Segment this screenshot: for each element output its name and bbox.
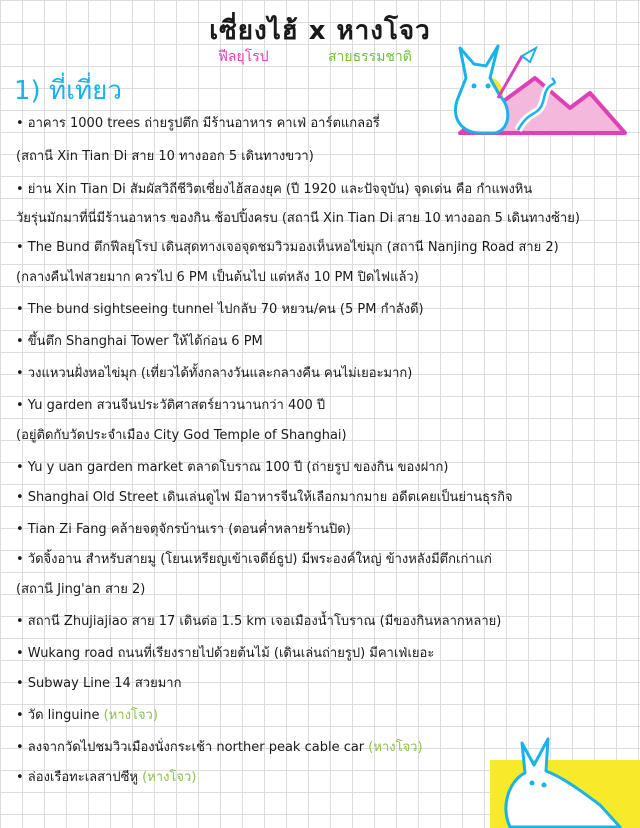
list-item bbox=[16, 330, 263, 351]
list-item-text: • วัด linguine bbox=[16, 708, 104, 723]
list-item-text: วัยรุ่นมักมาที่นี่มีร้านอาหาร ของกิน ช้อปปิ้งครบ (สถานี Xin Tian Di สาย 10 ทางออก 5 เดินทางซ้าย) bbox=[16, 211, 580, 226]
list-item bbox=[16, 548, 492, 569]
list-item bbox=[16, 207, 580, 228]
list-item-text: • ขึ้นตึก Shanghai Tower ให้ได้ก่อน 6 PM bbox=[16, 334, 263, 349]
list-item bbox=[16, 704, 158, 725]
list-item bbox=[16, 362, 412, 383]
list-item bbox=[16, 736, 423, 757]
list-item-text: • Subway Line 14 สวยมาก bbox=[16, 676, 182, 691]
list-item-text: • ลงจากวัดไปชมวิวเมืองนั่งกระเช้า norther peak cable car bbox=[16, 740, 369, 755]
list-item bbox=[16, 672, 181, 693]
list-item bbox=[16, 456, 449, 477]
list-item bbox=[16, 610, 501, 631]
list-item bbox=[16, 266, 419, 287]
list-item bbox=[16, 394, 325, 415]
list-item-text: • สถานี Zhujiajiao สาย 17 เดินต่อ 1.5 km เจอเมืองน้ำโบราณ (มีของกินหลากหลาย) bbox=[16, 614, 502, 629]
subtitle-europe: ฟีลยุโรป bbox=[218, 49, 269, 65]
list-item bbox=[16, 145, 314, 166]
list-item-text: • Yu garden สวนจีนประวัติศาสตร์ยาวนานกว่า 400 ปี bbox=[16, 398, 326, 413]
list-item bbox=[16, 236, 559, 257]
list-item-text: (อยู่ติดกับวัดประจำเมือง City God Temple of Shanghai) bbox=[16, 428, 347, 443]
section-heading: 1) ที่เที่ยว bbox=[14, 76, 122, 106]
rabbit-jumping-illustration bbox=[470, 735, 640, 828]
list-item-text: • Shanghai Old Street เดินเล่นดูไฟ มีอาหารจีนให้เลือกมากมาย อดีตเคยเป็นย่านธุรกิจ bbox=[16, 490, 513, 505]
list-item bbox=[16, 298, 424, 319]
list-item-text: • The Bund ตึกฟีลยุโรป เดินสุดทางเจอจุดชมวิวมองเห็นหอไข่มุก (สถานี Nanjing Road สาย 2) bbox=[16, 240, 559, 255]
list-item bbox=[16, 642, 434, 663]
list-item-text: • วัดจิ้งอาน สำหรับสายมู (โยนเหรียญเข้าเจดีย์ธูป) มีพระองค์ใหญ่ ข้างหลังมีตึกเก่าแก่ bbox=[16, 552, 492, 567]
list-item bbox=[16, 766, 196, 787]
list-item-text: • The bund sightseeing tunnel ไปกลับ 70 หยวน/คน (5 PM กำลังดี) bbox=[16, 302, 424, 317]
list-item-text: (กลางคืนไฟสวยมาก ควรไป 6 PM เป็นต้นไป แต่หลัง 10 PM ปิดไฟแล้ว) bbox=[16, 270, 419, 285]
list-item-text: (สถานี Xin Tian Di สาย 10 ทางออก 5 เดินทางขวา) bbox=[16, 149, 314, 164]
list-item bbox=[16, 178, 532, 199]
list-item bbox=[16, 518, 351, 539]
list-item-text: • ย่าน Xin Tian Di สัมผัสวิถีชีวิตเซี่ยงไฮ้สองยุค (ปี 1920 และปัจจุบัน) จุดเด่น คือ กำแพงหิน bbox=[16, 182, 533, 197]
list-item bbox=[16, 578, 145, 599]
list-item-text: • Wukang road ถนนที่เรียงรายไปด้วยต้นไม้ (เดินเล่นถ่ายรูป) มีคาเฟ่เยอะ bbox=[16, 646, 435, 661]
location-tag: (หางโจว) bbox=[368, 740, 423, 755]
location-tag: (หางโจว) bbox=[103, 708, 158, 723]
list-item-text: • อาคาร 1000 trees ถ่ายรูปตึก มีร้านอาหาร คาเฟ่ อาร์ตแกลอรี่ bbox=[16, 116, 380, 131]
location-tag: (หางโจว) bbox=[142, 770, 197, 785]
list-item-text: • ล่องเรือทะเลสาปซีหู bbox=[16, 770, 143, 785]
list-item-text: • วงแหวนฝั่งหอไข่มุก (เที่ยวได้ทั้งกลางวันและกลางคืน คนไม่เยอะมาก) bbox=[16, 366, 413, 381]
list-item-text: • Yu y uan garden market ตลาดโบราณ 100 ปี (ถ่ายรูป ของกิน ของฝาก) bbox=[16, 460, 449, 475]
list-item-text: • Tian Zi Fang คล้ายจตุจักรบ้านเรา (ตอนค่ำหลายร้านปิด) bbox=[16, 522, 351, 537]
list-item bbox=[16, 424, 347, 445]
list-item-text: (สถานี Jing'an สาย 2) bbox=[16, 582, 146, 597]
rabbit-hiker-illustration bbox=[440, 38, 630, 148]
list-item bbox=[16, 112, 380, 133]
page-title: เซี่ยงไฮ้ x หางโจว bbox=[209, 16, 431, 46]
list-item bbox=[16, 486, 513, 507]
subtitle-nature: สายธรรมชาติ bbox=[328, 49, 412, 65]
